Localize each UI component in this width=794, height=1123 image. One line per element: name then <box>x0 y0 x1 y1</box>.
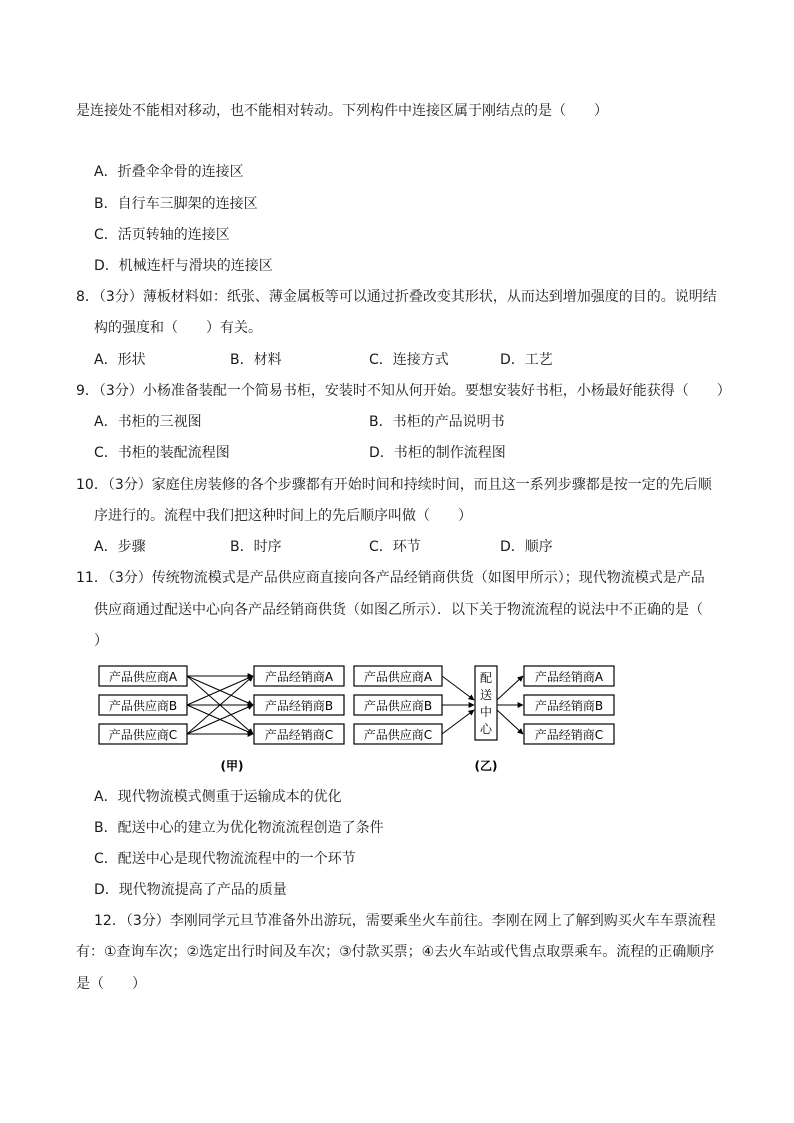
svg-text:产品供应商B: 产品供应商B <box>363 699 433 713</box>
q11-option-d[interactable]: D．现代物流提高了产品的质量 <box>94 882 287 898</box>
q10-option-c[interactable]: C．环节 <box>369 539 421 555</box>
q7-stem-tail: 是连接处不能相对移动，也不能相对转动。下列构件中连接区属于刚结点的是（ ） <box>76 103 608 119</box>
svg-text:中: 中 <box>479 705 493 719</box>
svg-text:产品经销商A: 产品经销商A <box>264 670 334 684</box>
q12-stem-line2: 有：①查询车次；②选定出行时间及车次；③付款买票；④去火车站或代售点取票乘车。流程的正确顺序 <box>76 944 715 960</box>
yi-dealer-c <box>524 724 614 744</box>
svg-text:产品经销商B: 产品经销商B <box>264 699 334 713</box>
q10-option-a[interactable]: A．步骤 <box>94 539 146 555</box>
jia-supplier-c <box>99 724 187 744</box>
q7-option-a[interactable]: A．折叠伞伞骨的连接区 <box>94 164 244 180</box>
svg-text:产品供应商B: 产品供应商B <box>108 699 178 713</box>
distribution-center <box>475 666 497 740</box>
q12-stem-line1: 12．（3分）李刚同学元旦节准备外出游玩，需要乘坐火车前往。李刚在网上了解到购买火车车票流程 <box>94 913 716 929</box>
q7-option-d[interactable]: D．机械连杆与滑块的连接区 <box>94 258 273 274</box>
caption-yi: (乙) <box>474 759 498 773</box>
q7-option-b[interactable]: B．自行车三脚架的连接区 <box>94 196 258 212</box>
svg-text:产品经销商C: 产品经销商C <box>264 728 334 742</box>
q10-option-d[interactable]: D．顺序 <box>500 539 553 555</box>
q9-option-a[interactable]: A．书柜的三视图 <box>94 414 202 430</box>
q8-option-d[interactable]: D．工艺 <box>500 352 553 368</box>
q11-option-b[interactable]: B．配送中心的建立为优化物流流程创造了条件 <box>94 820 384 836</box>
jia-dealer-a <box>254 666 344 686</box>
q9-option-b[interactable]: B．书柜的产品说明书 <box>369 414 505 430</box>
svg-text:产品供应商A: 产品供应商A <box>108 670 178 684</box>
yi-supplier-b <box>354 695 442 715</box>
q9-stem-line1: 9．（3分）小杨准备装配一个简易书柜，安装时不知从何开始。要想安装好书柜，小杨最好能获得（ ） <box>76 383 731 399</box>
yi-supplier-a <box>354 666 442 686</box>
jia-supplier-b <box>99 695 187 715</box>
q11-stem-line3: ） <box>94 633 108 649</box>
q8-option-a[interactable]: A．形状 <box>94 352 146 368</box>
q11-stem-line2: 供应商通过配送中心向各产品经销商供货（如图乙所示）．以下关于物流流程的说法中不正确的是（ <box>94 602 703 618</box>
q9-option-c[interactable]: C．书柜的装配流程图 <box>94 445 230 461</box>
q7-option-c[interactable]: C．活页转轴的连接区 <box>94 227 230 243</box>
q10-stem-line2: 序进行的。流程中我们把这种时间上的先后顺序叫做（ ） <box>94 508 472 524</box>
svg-text:产品供应商A: 产品供应商A <box>363 670 433 684</box>
yi-supplier-c <box>354 724 442 744</box>
q12-stem-line3: 是（ ） <box>76 976 146 992</box>
jia-dealer-b <box>254 695 344 715</box>
q8-stem-line1: 8．（3分）薄板材料如：纸张、薄金属板等可以通过折叠改变其形状，从而达到增加强度的目的。说明结 <box>76 289 717 305</box>
svg-text:产品供应商C: 产品供应商C <box>363 728 433 742</box>
jia-dealer-c <box>254 724 344 744</box>
q11-option-c[interactable]: C．配送中心是现代物流流程中的一个环节 <box>94 851 356 867</box>
yi-dealer-b <box>524 695 614 715</box>
svg-text:产品供应商C: 产品供应商C <box>108 728 178 742</box>
q10-option-b[interactable]: B．时序 <box>230 539 282 555</box>
caption-jia: (甲) <box>220 759 244 773</box>
jia-arrows <box>187 676 253 734</box>
q8-stem-line2: 构的强度和（ ）有关。 <box>94 320 262 336</box>
q8-option-b[interactable]: B．材料 <box>230 352 282 368</box>
svg-text:送: 送 <box>479 688 493 702</box>
q11-option-a[interactable]: A．现代物流模式侧重于运输成本的优化 <box>94 789 342 805</box>
logistics-figure <box>94 660 624 778</box>
q11-stem-line1: 11．（3分）传统物流模式是产品供应商直接向各产品经销商供货（如图甲所示）；现代物流模式是产品 <box>76 570 705 586</box>
svg-text:产品经销商B: 产品经销商B <box>534 699 604 713</box>
yi-dealer-a <box>524 666 614 686</box>
q10-stem-line1: 10．（3分）家庭住房装修的各个步骤都有开始时间和持续时间，而且这一系列步骤都是按一定的先后顺 <box>76 477 712 493</box>
svg-text:产品经销商C: 产品经销商C <box>534 728 604 742</box>
svg-text:产品经销商A: 产品经销商A <box>534 670 604 684</box>
svg-text:心: 心 <box>479 722 493 736</box>
jia-supplier-a <box>99 666 187 686</box>
q9-option-d[interactable]: D．书柜的制作流程图 <box>369 445 506 461</box>
q8-option-c[interactable]: C．连接方式 <box>369 352 449 368</box>
svg-text:配: 配 <box>479 671 493 685</box>
